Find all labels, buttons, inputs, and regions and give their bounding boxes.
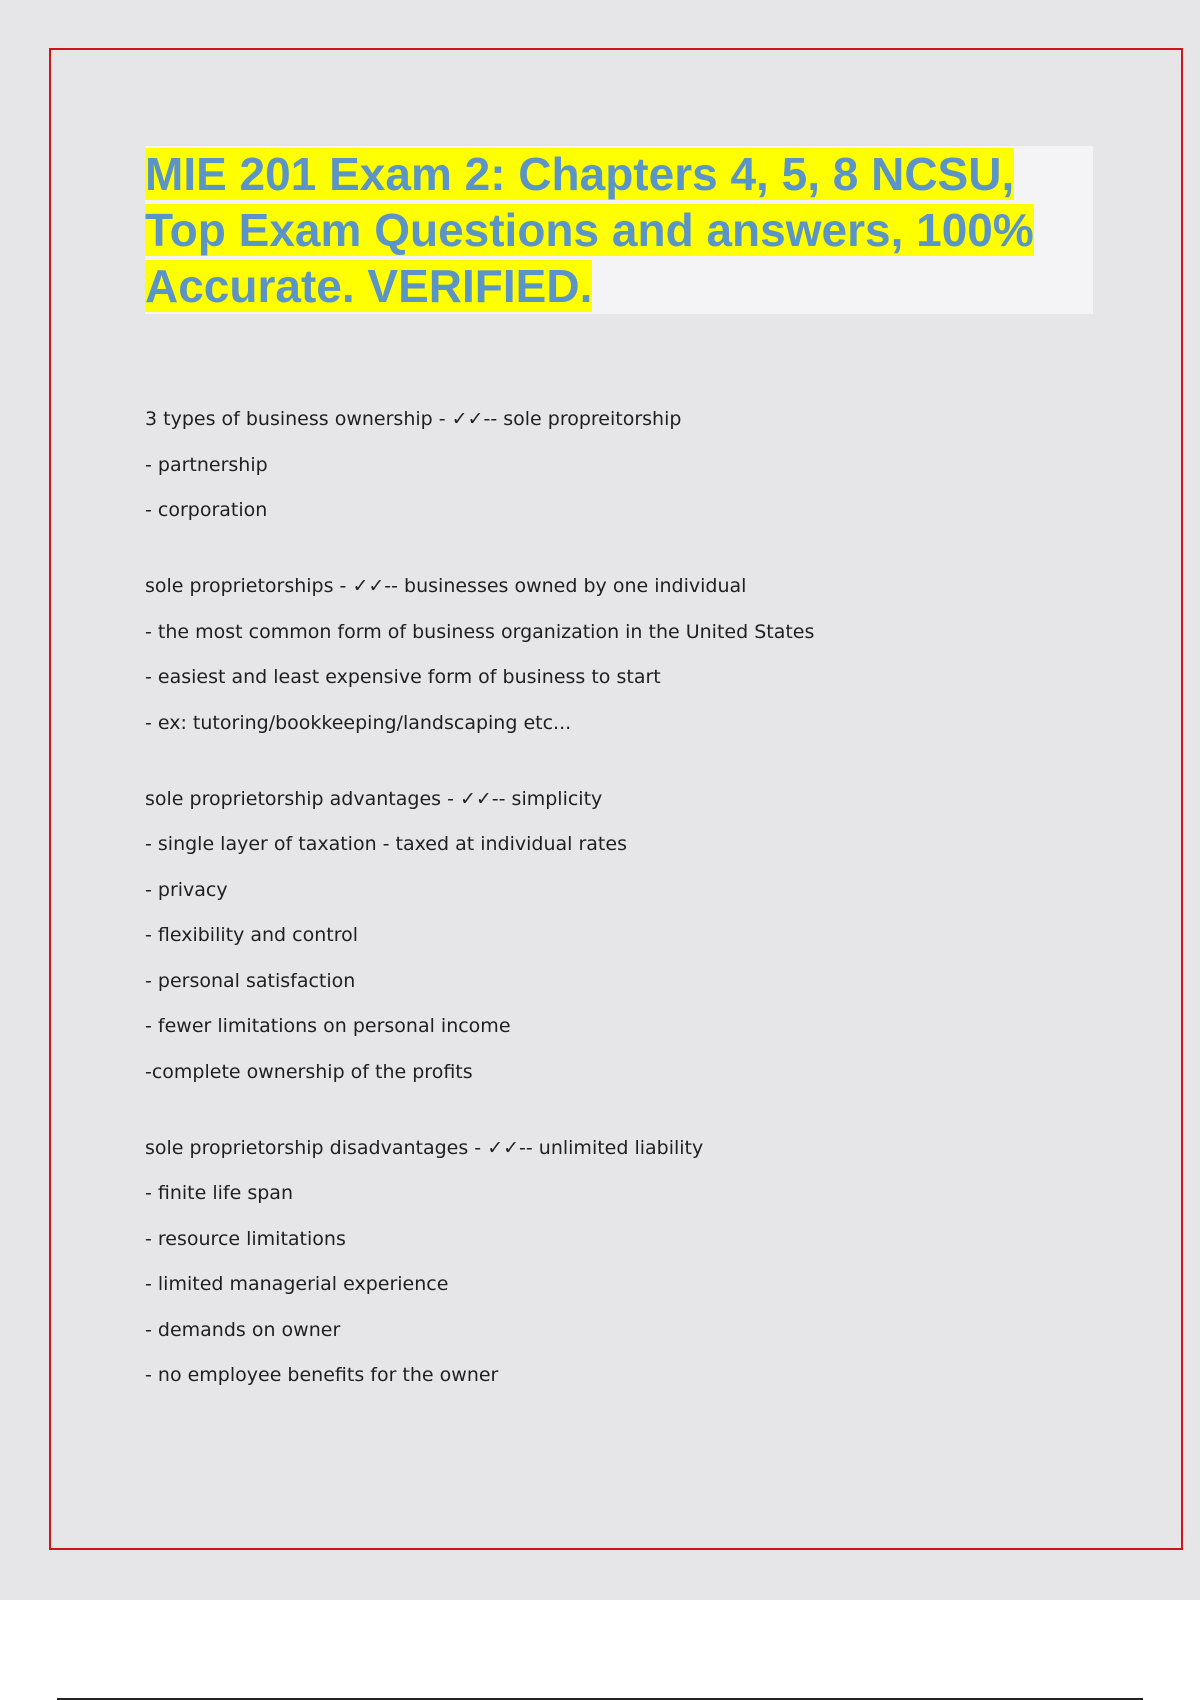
qa-line: sole proprietorship disadvantages - ✓✓-- unlimited liability	[145, 1136, 704, 1159]
qa-block	[145, 404, 1105, 525]
qa-line: - demands on owner	[145, 1318, 341, 1341]
qa-line: - privacy	[145, 878, 228, 901]
qa-line: 3 types of business ownership - ✓✓-- sole propreitorship	[145, 408, 682, 430]
qa-line: - the most common form of business organization in the United States	[145, 620, 815, 643]
qa-line: - corporation	[145, 499, 268, 521]
qa-block	[145, 571, 1105, 738]
qa-line: - ex: tutoring/bookkeeping/landscaping etc...	[145, 711, 572, 734]
qa-line: - finite life span	[145, 1182, 293, 1204]
qa-content	[145, 404, 1105, 1436]
qa-line: sole proprietorships - ✓✓-- businesses owned by one individual	[145, 575, 747, 597]
title-highlight: MIE 201 Exam 2: Chapters 4, 5, 8 NCSU, Top Exam Questions and answers, 100% Accurate. VERIFIED.	[145, 148, 1034, 312]
qa-line: - fewer limitations on personal income	[145, 1015, 511, 1037]
qa-line: - personal satisfaction	[145, 969, 356, 992]
qa-line: - flexibility and control	[145, 924, 359, 946]
qa-line: - no employee benefits for the owner	[145, 1364, 499, 1386]
qa-line: - resource limitations	[145, 1227, 346, 1250]
qa-line: sole proprietorship advantages - ✓✓-- simplicity	[145, 787, 603, 810]
qa-line: - single layer of taxation - taxed at individual rates	[145, 833, 627, 855]
qa-block	[145, 1133, 1105, 1391]
qa-line: - partnership	[145, 453, 268, 476]
document-title	[145, 146, 1093, 314]
qa-line: - limited managerial experience	[145, 1273, 449, 1295]
qa-line: - easiest and least expensive form of business to start	[145, 666, 661, 688]
qa-line: -complete ownership of the profits	[145, 1060, 473, 1083]
qa-block	[145, 784, 1105, 1087]
